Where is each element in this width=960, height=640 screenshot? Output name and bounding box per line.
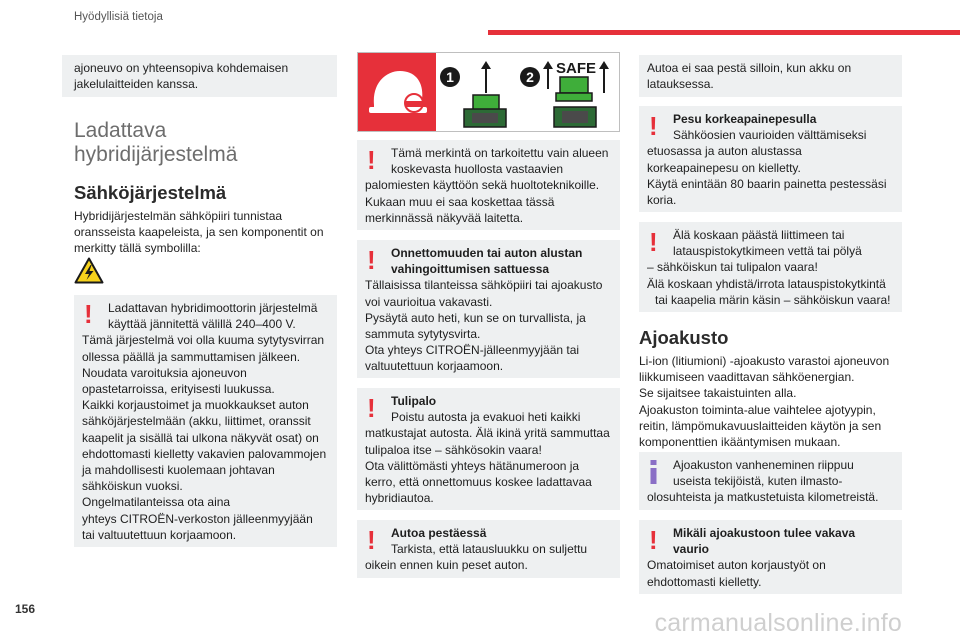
battery-damage-warning-box xyxy=(639,520,902,594)
text-line: oransseista kaapeleista, ja sen komponentit on xyxy=(74,225,324,240)
box-title: Autoa pestäessä xyxy=(391,526,487,540)
text-line: Kukaan muu ei saa koskettaa tässä xyxy=(365,194,555,209)
section-title-line: hybridijärjestelmä xyxy=(74,143,238,166)
text-line: Älä koskaan yhdistä/irrota latauspistokytkintä xyxy=(647,276,886,291)
text-line: Tarkista, että latausluukku on suljettu xyxy=(391,542,588,557)
section-title-line: Ladattava xyxy=(74,119,167,142)
text-line: käyttää jännitettä välillä 240–400 V. xyxy=(108,317,296,332)
text-line: Tällaisissa tilanteissa sähköpiiri tai ajoakusto xyxy=(365,278,603,293)
warning-exclamation-icon: ! xyxy=(367,145,376,175)
warning-exclamation-icon: ! xyxy=(84,299,93,329)
text-line: Se sijaitsee takaistuinten alla. xyxy=(639,386,797,401)
text-line: koskevasta huollosta vastaavien xyxy=(391,162,564,177)
battery-paragraph xyxy=(639,353,889,450)
text-line: opastetarroissa, erityisesti luukussa. xyxy=(82,382,275,397)
subsection-title-battery: Ajoakusto xyxy=(639,327,729,348)
warning-exclamation-icon: ! xyxy=(649,111,658,141)
text-line: yhteys CITROËN-verkoston jälleenmyyjään xyxy=(82,511,313,526)
text-line: Ladattavan hybridimoottorin järjestelmä xyxy=(108,301,318,315)
safe-illustration-graphic xyxy=(358,53,620,132)
box-title: Pesu korkeapainepesulla xyxy=(673,112,817,126)
text-line: tai valtuutettuun korjaamoon. xyxy=(82,527,237,542)
text-line: oikein ennen kuin peset auton. xyxy=(365,558,528,573)
info-icon xyxy=(649,460,658,484)
text-line: Poistu autosta ja evakuoi heti kaikki xyxy=(391,410,581,425)
warning-exclamation-icon: ! xyxy=(649,525,658,555)
text-line: Ongelmatilanteissa ota aina xyxy=(82,495,231,510)
text-line: ja mahdollisesti kuolemaan johtavan xyxy=(82,463,275,478)
washing-warning-box xyxy=(357,520,620,578)
watermark: carmanualsonline.info xyxy=(654,609,902,637)
text-line: Tämä merkintä on tarkoitettu vain alueen xyxy=(391,146,609,160)
accident-warning-box xyxy=(357,240,620,378)
step-1-number: 1 xyxy=(446,69,454,85)
text-line: jakelulaitteiden kanssa. xyxy=(74,77,199,92)
text-line: Omatoimiset auton korjaustyöt on xyxy=(647,558,826,573)
text-line: Ajoakuston toiminta-alue vaihtelee ajotyypin, xyxy=(639,402,876,417)
text-line: Ota yhteys CITROËN-jälleenmyyjään tai xyxy=(365,343,580,358)
high-voltage-warning-box xyxy=(74,295,337,547)
text-line: merkitty tällä symbolilla: xyxy=(74,241,201,256)
text-line: liikkumiseen vaadittavan sähköenergian. xyxy=(639,370,855,385)
step-2-number: 2 xyxy=(526,69,534,85)
warning-exclamation-icon: ! xyxy=(649,227,658,257)
text-line: sähköiskun vuoksi. xyxy=(82,479,183,494)
intro-note-box xyxy=(62,55,337,97)
box-title: vaurio xyxy=(673,542,710,557)
text-line: matkustajat autosta. Älä ikinä yritä sammuttaa xyxy=(365,426,610,441)
safe-disconnect-illustration xyxy=(357,52,620,132)
text-line: Sähköosien vaurioiden välttämiseksi xyxy=(673,128,867,143)
text-line: kaapelit ja sisällä tai ulkona näkyvät osat) on xyxy=(82,430,319,445)
safe-label: SAFE xyxy=(555,60,597,77)
firefighter-note-box xyxy=(357,140,620,230)
text-line: latauksessa. xyxy=(647,77,714,92)
subsection-title-electrical: Sähköjärjestelmä xyxy=(74,182,227,203)
text-line: voi vaurioitua vakavasti. xyxy=(365,294,493,309)
text-line: sammuta sytytysvirta. xyxy=(365,327,481,342)
box-title: Tulipalo xyxy=(391,394,437,408)
text-line: kerro, että onnettomuus koskee ladattavaa xyxy=(365,475,592,490)
warning-exclamation-icon: ! xyxy=(367,393,376,423)
text-line: Ota välittömästi yhteys hätänumeroon ja xyxy=(365,458,580,473)
text-line: Tämä järjestelmä voi olla kuuma sytytysvirran xyxy=(82,333,325,348)
no-wash-charging-box xyxy=(639,55,902,97)
text-line: Li-ion (litiumioni) -ajoakusto varastoi ajoneuvon xyxy=(639,354,890,368)
text-line: tulipaloa itse – sähkösokin vaara! xyxy=(365,442,542,457)
text-line: tai kaapelia märin käsin – sähköiskun vaara! xyxy=(655,292,891,307)
text-line: koria. xyxy=(647,193,677,208)
text-line: sähköjärjestelmään (akku, liittimet, oranssit xyxy=(82,414,311,429)
text-line: Noudata varoituksia ajoneuvon xyxy=(82,365,247,380)
text-line: olosuhteista ja matkustetuista kilometreistä. xyxy=(647,490,879,505)
connector-water-warning-box xyxy=(639,222,902,312)
text-line: palomiesten käyttöön sekä huoltoteknikoille. xyxy=(365,178,600,193)
box-title: vahingoittumisen sattuessa xyxy=(391,262,550,277)
text-line: ollessa päällä ja sammuttamisen jälkeen. xyxy=(82,349,301,364)
running-header: Hyödyllisiä tietoja xyxy=(74,11,163,23)
header-accent-bar xyxy=(488,30,960,35)
text-line: Ajoakuston vanheneminen riippuu xyxy=(673,458,854,472)
page-number: 156 xyxy=(15,602,36,616)
box-title: Onnettomuuden tai auton alustan xyxy=(391,246,583,260)
text-line: useista tekijöistä, kuten ilmasto- xyxy=(673,474,843,489)
text-line: reitin, lämpömukavuuslaitteiden käytön ja sen xyxy=(639,418,882,433)
electrical-intro-paragraph xyxy=(74,208,324,257)
warning-exclamation-icon: ! xyxy=(367,525,376,555)
text-line: Pysäytä auto heti, kun se on turvallista, ja xyxy=(365,310,586,325)
text-line: – sähköiskun tai tulipalon vaara! xyxy=(647,260,818,275)
text-line: Älä koskaan päästä liittimeen tai xyxy=(673,228,845,242)
high-voltage-warning-icon xyxy=(74,257,104,284)
text-line: Käytä enintään 80 baarin painetta pestessäsi xyxy=(647,176,887,191)
text-line: komponenttien ikääntymisen mukaan. xyxy=(639,435,841,450)
text-line: hybridiautoa. xyxy=(365,491,434,506)
text-line: latauspistokytkimeen vettä tai pölyä xyxy=(673,244,862,259)
text-line: etuosassa ja auton alustassa xyxy=(647,144,802,159)
warning-exclamation-icon: ! xyxy=(367,245,376,275)
section-title xyxy=(74,119,237,167)
text-line: merkinnässä näkyvää laitetta. xyxy=(365,210,524,225)
text-line: Autoa ei saa pestä silloin, kun akku on xyxy=(647,61,852,75)
text-line: korkeapainepesu on kielletty. xyxy=(647,160,801,175)
text-line: valtuutettuun korjaamoon. xyxy=(365,359,504,374)
text-line: Kaikki korjaustoimet ja muokkaukset auton xyxy=(82,398,309,413)
text-line: ajoneuvo on yhteensopiva kohdemaisen xyxy=(74,61,289,75)
pressure-wash-warning-box xyxy=(639,106,902,212)
text-line: ehdottomasti kielletty. xyxy=(647,574,762,589)
battery-aging-info-box xyxy=(639,452,902,510)
box-title: Mikäli ajoakustoon tulee vakava xyxy=(673,526,856,540)
fire-warning-box xyxy=(357,388,620,510)
text-line: ehdottomasti kielletty vakavien palovammojen xyxy=(82,446,327,461)
text-line: Hybridijärjestelmän sähköpiiri tunnistaa xyxy=(74,209,283,223)
